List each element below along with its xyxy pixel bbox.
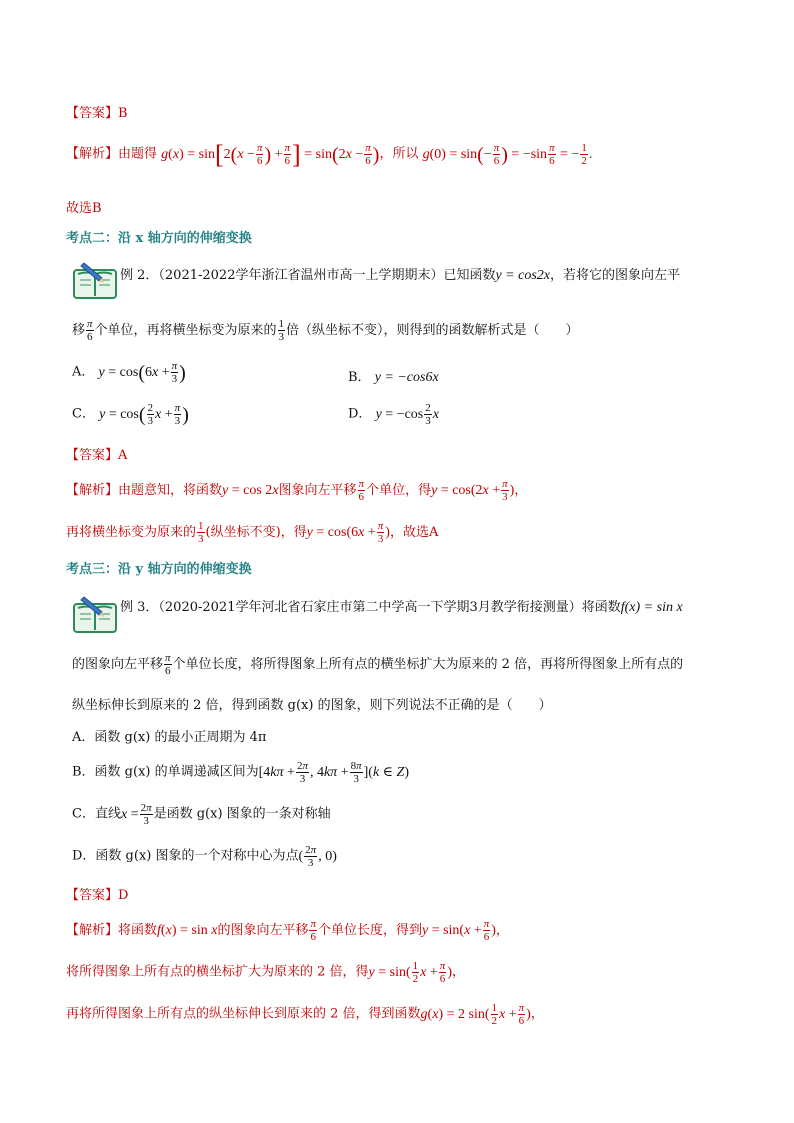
ex3-function: f(x) = sin x — [620, 600, 683, 615]
ex2-question-line2: 移 $\frac{\pi}{6}$ 个单位，再将横坐标变为原来的 $\frac{1}{3}$ 倍（纵坐标不变），则得到的函数解析式是（ ） — [72, 318, 579, 343]
ex2-option-c[interactable]: C． y = cos( $\frac{2}{3}$ x + $\frac{\pi}{3}$ ) — [72, 402, 189, 427]
ex3-question-line3: 纵坐标伸长到原来的 2 倍，得到函数 g(x) 的图象，则下列说法不正确的是（ ） — [72, 698, 552, 713]
topic-3-heading: 考点三：沿 y 轴方向的伸缩变换 — [66, 562, 252, 577]
ex3-option-b[interactable]: B．函数 g(x) 的单调递减区间为[4kπ + $\frac{2\pi}{3}$ , 4kπ + $\frac{8\pi}{3}$ ](k ∈ Z) — [72, 760, 409, 785]
topic-2-heading: 考点二：沿 x 轴方向的伸缩变换 — [66, 231, 252, 246]
ex2-option-b[interactable]: B． y = −cos6x — [348, 370, 439, 385]
ex3-question-line2: 的图象向左平移 $\frac{\pi}{6}$ 个单位长度，将所得图象上所有点的横坐标扩大为原来的 2 倍，再将所得图象上所有点的 — [72, 652, 684, 677]
ex3-analysis-line2: 将所得图象上所有点的横坐标扩大为原来的 2 倍，得y = sin( $\frac{1}{2}$ x + $\frac{\pi}{6}$ )， — [66, 960, 465, 985]
q1-formula-2: g(0) = sin(− $\frac{\pi}{6}$ ) = −sin $\frac{\pi}{6}$ = − $\frac{1}{2}$ . — [422, 142, 593, 167]
ex2-answer-line: 【答案】A — [66, 448, 128, 463]
q1-analysis-line: 【解析】由题得 g(x) = sin[2(x − $\frac{\pi}{6}$ ) + $\frac{\pi}{6}$ ] = sin(2x − $\frac{\pi}{6}$ )，所以 g(0) = sin(− $\frac{\pi}{6}$ ) = −sin $\frac{\pi}{6}$ = − $\frac{1}{2}$ . — [66, 139, 593, 169]
ex3-option-a[interactable]: A．函数 g(x) 的最小正周期为 4π — [72, 730, 267, 745]
ex3-analysis-line1: 【解析】将函数f(x) = sin x的图象向左平移 $\frac{\pi}{6}$ 个单位长度，得到y = sin(x + $\frac{\pi}{6}$ )， — [66, 918, 509, 944]
ex2-analysis-line2: 再将横坐标变为原来的 $\frac{1}{3}$ (纵坐标不变)，得y = cos(6x + $\frac{\pi}{3}$ )，故选A — [66, 520, 439, 546]
ex2-option-d[interactable]: D． y = −cos $\frac{2}{3}$ x — [348, 402, 439, 427]
ex2-question-line1: 例 2．（2021-2022学年浙江省温州市高一上学期期末）已知函数y = cos2x，若将它的图象向左平 — [120, 268, 681, 283]
ex2-function: y = cos2x — [495, 268, 551, 283]
ex3-answer-line: 【答案】D — [66, 888, 129, 903]
q1-answer-line: 【答案】B — [66, 106, 128, 121]
ex2-option-a[interactable]: A． y = cos(6x + $\frac{\pi}{3}$ ) — [72, 360, 186, 385]
book-pencil-icon — [72, 260, 118, 304]
ex3-question-line1: 例 3．（2020-2021学年河北省石家庄市第二中学高一下学期3月教学衔接测量）将函数f(x) = sin x — [120, 600, 683, 615]
q1-conclusion: 故选B — [66, 201, 102, 216]
q1-formula: g(x) = sin[2(x − $\frac{\pi}{6}$ ) + $\frac{\pi}{6}$ ] = sin(2x − $\frac{\pi}{6}$ ) — [161, 139, 380, 169]
book-pencil-icon — [72, 594, 118, 638]
ex2-analysis-line1: 【解析】由题意知，将函数y = cos 2x图象向左平移 $\frac{\pi}{6}$ 个单位，得y = cos(2x + $\frac{\pi}{3}$ )， — [66, 478, 528, 504]
ex3-option-c[interactable]: C．直线x = $\frac{2\pi}{3}$ 是函数 g(x) 图象的一条对称轴 — [72, 802, 331, 827]
ex3-analysis-line3: 再将所得图象上所有点的纵坐标伸长到原来的 2 倍，得到函数g(x) = 2 sin( $\frac{1}{2}$ x + $\frac{\pi}{6}$ )， — [66, 1002, 544, 1027]
ex3-option-d[interactable]: D．函数 g(x) 图象的一个对称中心为点( $\frac{2\pi}{3}$ , 0) — [72, 844, 337, 869]
